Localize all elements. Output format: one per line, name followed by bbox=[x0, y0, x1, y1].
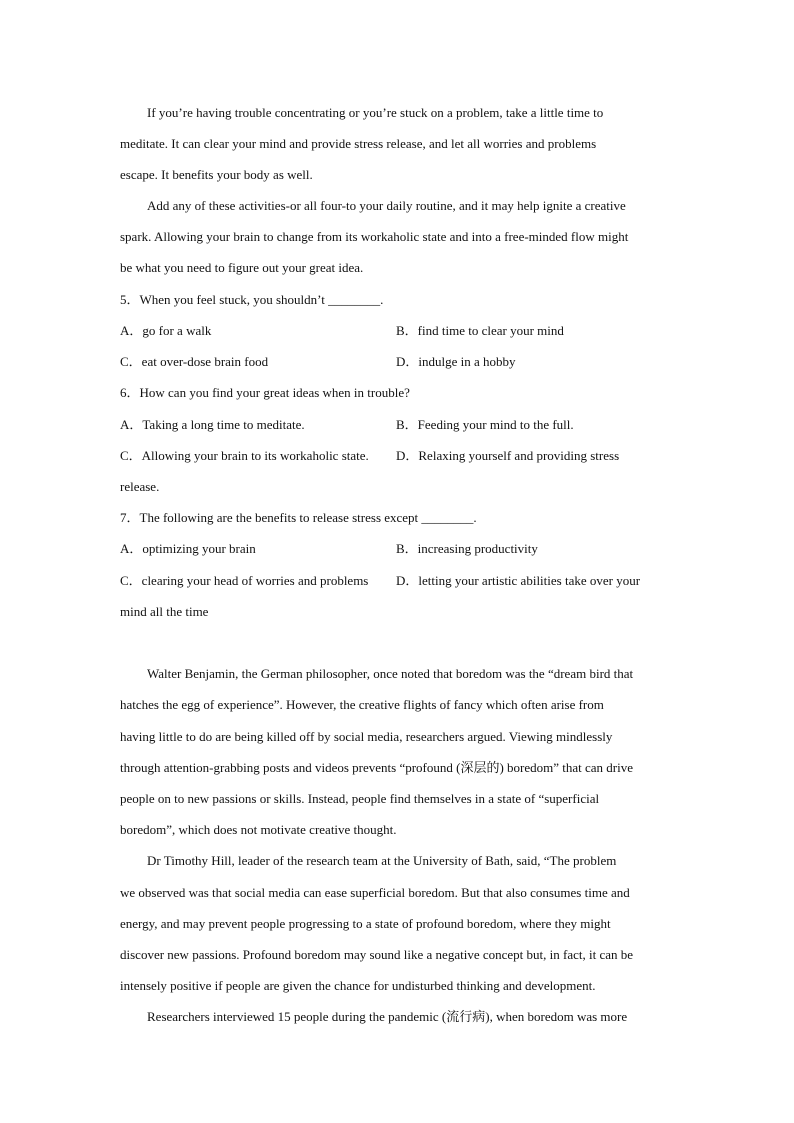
paragraph-line: hatches the egg of experience”. However, the creative flights of fancy which often arise from bbox=[120, 697, 604, 712]
question-stem: 7．The following are the benefits to release stress except ________. bbox=[120, 510, 477, 525]
option-a[interactable]: A．Taking a long time to meditate. bbox=[120, 417, 305, 432]
paragraph-line: discover new passions. Profound boredom may sound like a negative concept but, in fact, it can be bbox=[120, 947, 634, 962]
paragraph-line: meditate. It can clear your mind and provide stress release, and let all worries and problems bbox=[120, 136, 597, 151]
paragraph-line: Add any of these activities-or all four-to your daily routine, and it may help ignite a creative bbox=[147, 198, 626, 213]
paragraph-line: we observed was that social media can ease superficial boredom. But that also consumes time and bbox=[120, 885, 630, 900]
paragraph-line: people on to new passions or skills. Instead, people find themselves in a state of “superficial bbox=[120, 791, 600, 806]
option-d[interactable]: D．indulge in a hobby bbox=[396, 354, 516, 369]
paragraph-line: Dr Timothy Hill, leader of the research team at the University of Bath, said, “The problem bbox=[147, 853, 617, 868]
question-stem: 6．How can you find your great ideas when in trouble? bbox=[120, 385, 410, 400]
option-c[interactable]: C．Allowing your brain to its workaholic state. bbox=[120, 448, 369, 463]
option-b[interactable]: B．Feeding your mind to the full. bbox=[396, 417, 574, 432]
paragraph-line: Researchers interviewed 15 people during the pandemic (流行病), when boredom was more bbox=[147, 1009, 628, 1024]
option-b[interactable]: B．increasing productivity bbox=[396, 541, 538, 556]
paragraph-line: through attention-grabbing posts and videos prevents “profound (深层的) boredom” that can drive bbox=[120, 760, 634, 775]
paragraph-line: intensely positive if people are given the chance for undisturbed thinking and development. bbox=[120, 978, 596, 993]
question-stem: 5．When you feel stuck, you shouldn’t ________. bbox=[120, 292, 384, 307]
option-continuation: release. bbox=[120, 479, 160, 494]
option-a[interactable]: A．go for a walk bbox=[120, 323, 212, 338]
option-d[interactable]: D．letting your artistic abilities take over your bbox=[396, 573, 641, 588]
paragraph-line: be what you need to figure out your great idea. bbox=[120, 260, 364, 275]
paragraph-line: having little to do are being killed off by social media, researchers argued. Viewing mindlessly bbox=[120, 729, 613, 744]
paragraph-line: escape. It benefits your body as well. bbox=[120, 167, 313, 182]
option-b[interactable]: B．find time to clear your mind bbox=[396, 323, 564, 338]
option-c[interactable]: C．eat over-dose brain food bbox=[120, 354, 269, 369]
option-c[interactable]: C．clearing your head of worries and problems bbox=[120, 573, 369, 588]
paragraph-line: energy, and may prevent people progressing to a state of profound boredom, where they might bbox=[120, 916, 611, 931]
paragraph-line: spark. Allowing your brain to change from its workaholic state and into a free-minded flow might bbox=[120, 229, 629, 244]
paragraph-line: If you’re having trouble concentrating or you’re stuck on a problem, take a little time to bbox=[147, 105, 604, 120]
option-continuation: mind all the time bbox=[120, 604, 209, 619]
paragraph-line: Walter Benjamin, the German philosopher, once noted that boredom was the “dream bird that bbox=[147, 666, 634, 681]
paragraph-line: boredom”, which does not motivate creative thought. bbox=[120, 822, 397, 837]
option-d[interactable]: D．Relaxing yourself and providing stress bbox=[396, 448, 620, 463]
option-a[interactable]: A．optimizing your brain bbox=[120, 541, 256, 556]
